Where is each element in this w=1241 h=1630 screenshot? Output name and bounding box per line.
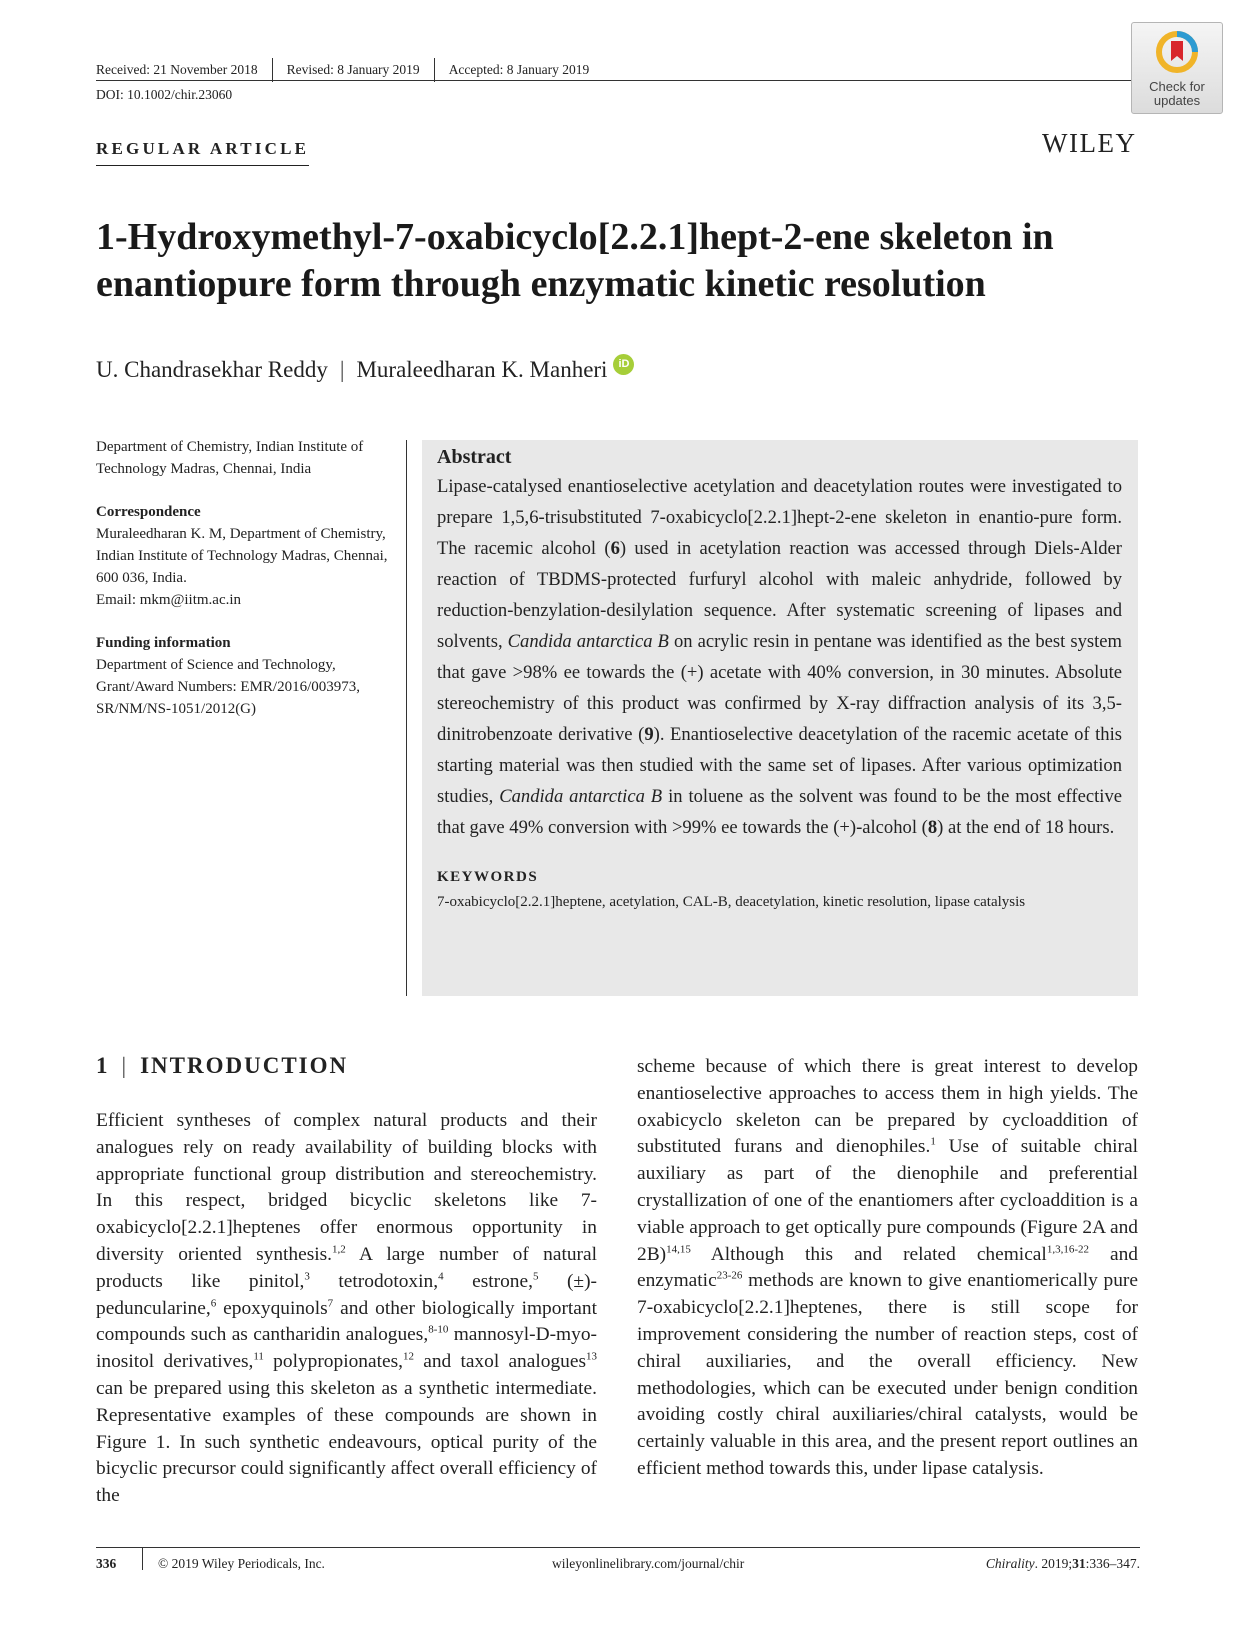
funding [96,632,396,720]
article-dates [96,58,589,82]
body-column-right: scheme because of which there is great interest to develop enantioselective approaches to access them in high yields. The oxabicyclo skeleton can be prepared by cycloaddition of substituted furans and dienophiles.$^1$ Use of suitable chiral auxiliary as part of the dienophile and preferential crystallization of one of the enantiomers after cycloaddition is a viable approach to get optically pure compounds (Figure 2A and 2B)$^{14,15}$ Although this and related chemical$^{1,3,16-22}$ and enzymatic$^{23-26}$ methods are known to give enantiomerically pure 7-oxabicyclo[2.2.1]heptenes, there is still scope for improvement considering the number of reaction steps, cost of chiral auxiliaries, and the overall efficiency. New methodologies, which can be executed under benign condition avoiding costly chiral auxiliaries/chiral catalysts, would be certainly valuable in this area, and the present report outlines an efficient method towards this, under lipase catalysis. [637,1056,1138,1479]
divider [434,58,435,82]
correspondence-text: Muraleedharan K. M, Department of Chemistry, Indian Institute of Technology Madras, Chennai, 600 036, India. [96,526,388,586]
keywords: 7-oxabicyclo[2.2.1]heptene, acetylation, CAL-B, deacetylation, kinetic resolution, lipase catalysis [437,894,1026,910]
section-separator: | [121,1053,129,1078]
accepted-date: Accepted: 8 January 2019 [448,62,590,77]
abstract-text: Lipase-catalysed enantioselective acetylation and deacetylation routes were investigated to prepare 1,5,6-trisubstituted 7-oxabicyclo[2.2.1]hept-2-ene skeleton in enantio-pure form. The racemic alcohol (6) used in acetylation reaction was accessed through Diels-Alder reaction of TBDMS-protected furfuryl alcohol with maleic anhydride, followed by reduction-benzylation-desilylation sequence. After systematic screening of lipases and solvents, Candida antarctica B on acrylic resin in pentane was identified as the best system that gave >98% ee towards the (+) acetate with 40% conversion, in 30 minutes. Absolute stereochemistry of this product was confirmed by X-ray diffraction analysis of its 3,5-dinitrobenzoate derivative (9). Enantioselective deacetylation of the racemic acetate of this starting material was then studied with the same set of lipases. After various optimization studies, Candida antarctica B in toluene as the solvent was found to be the most effective that gave 49% conversion with >99% ee towards the (+)-alcohol (8) at the end of 18 hours. [437,476,1123,838]
copyright: © 2019 Wiley Periodicals, Inc. [158,1556,325,1571]
article-type: REGULAR ARTICLE [96,139,309,166]
received-date: Received: 21 November 2018 [96,62,258,77]
header-rule [96,80,1133,81]
divider [272,58,273,82]
page-number: 336 [96,1556,117,1571]
keywords-heading: KEYWORDS [437,869,539,885]
page-footer [96,1556,1140,1576]
footer-rule [96,1547,1140,1548]
divider [142,1548,143,1570]
sidebar-divider [406,440,407,996]
author-list [96,357,634,383]
journal-url[interactable]: wileyonlinelibrary.com/journal/chir [552,1556,745,1571]
title-line: 1-Hydroxymethyl-7-oxabicyclo[2.2.1]hept-2-ene skeleton in [96,216,1054,258]
author-info-sidebar [96,436,396,741]
author-separator: | [339,357,345,382]
section-number: 1 [96,1053,110,1078]
correspondence-heading: Correspondence [96,504,201,520]
affiliation: Department of Chemistry, Indian Institute of Technology Madras, Chennai, India [96,439,364,477]
author-name[interactable]: Muraleedharan K. Manheri [356,357,608,382]
doi: DOI: 10.1002/chir.23060 [96,87,233,102]
badge-label-1: Check for [1149,79,1205,94]
email-link[interactable]: Email: mkm@iitm.ac.in [96,592,242,608]
check-for-updates-button[interactable] [1131,22,1223,114]
volume: 31 [1072,1556,1086,1571]
citation [986,1556,1140,1572]
orcid-icon[interactable]: iD [613,354,634,375]
journal-name: Chirality [985,1556,1035,1571]
abstract-box [422,440,1138,996]
title-line: enantiopure form through enzymatic kinetic resolution [96,263,986,305]
funding-text: Department of Science and Technology, Grant/Award Numbers: EMR/2016/003973, SR/NM/NS-1051/2012(G) [96,657,361,717]
citation-year: . 2019; [1034,1556,1073,1571]
page-range: :336–347. [1085,1556,1140,1571]
section-heading [96,1053,348,1079]
badge-label-2: updates [1153,93,1201,108]
section-title: INTRODUCTION [140,1053,349,1078]
crossmark-icon [1154,29,1200,75]
article-title [96,214,1156,308]
body-column-left: Efficient syntheses of complex natural products and their analogues rely on ready availability of building blocks with appropriate functional group distribution and stereochemistry. In this respect, bridged bicyclic skeletons like 7-oxabicyclo[2.2.1]heptenes offer enormous opportunity in diversity oriented synthesis.$^{1,2}$ A large number of natural products like pinitol,$^3$ tetrodotoxin,$^4$ estrone,$^5$ (±)-peduncularine,$^6$ epoxyquinols$^7$ and other biologically important compounds such as cantharidin analogues,$^{8-10}$ mannosyl-D-myo-inositol derivatives,$^{11}$ polypropionates,$^{12}$ and taxol analogues$^{13}$ can be prepared using this skeleton as a synthetic intermediate. Representative examples of these compounds are shown in Figure 1. In such synthetic endeavours, optical purity of the bicyclic precursor could significantly affect overall efficiency of the [96,1110,597,1507]
author-name[interactable]: U. Chandrasekhar Reddy [96,357,328,382]
publisher-logo: WILEY [1042,128,1137,158]
abstract-heading: Abstract [437,446,512,468]
revised-date: Revised: 8 January 2019 [286,62,420,77]
funding-heading: Funding information [96,635,231,651]
correspondence [96,501,396,611]
